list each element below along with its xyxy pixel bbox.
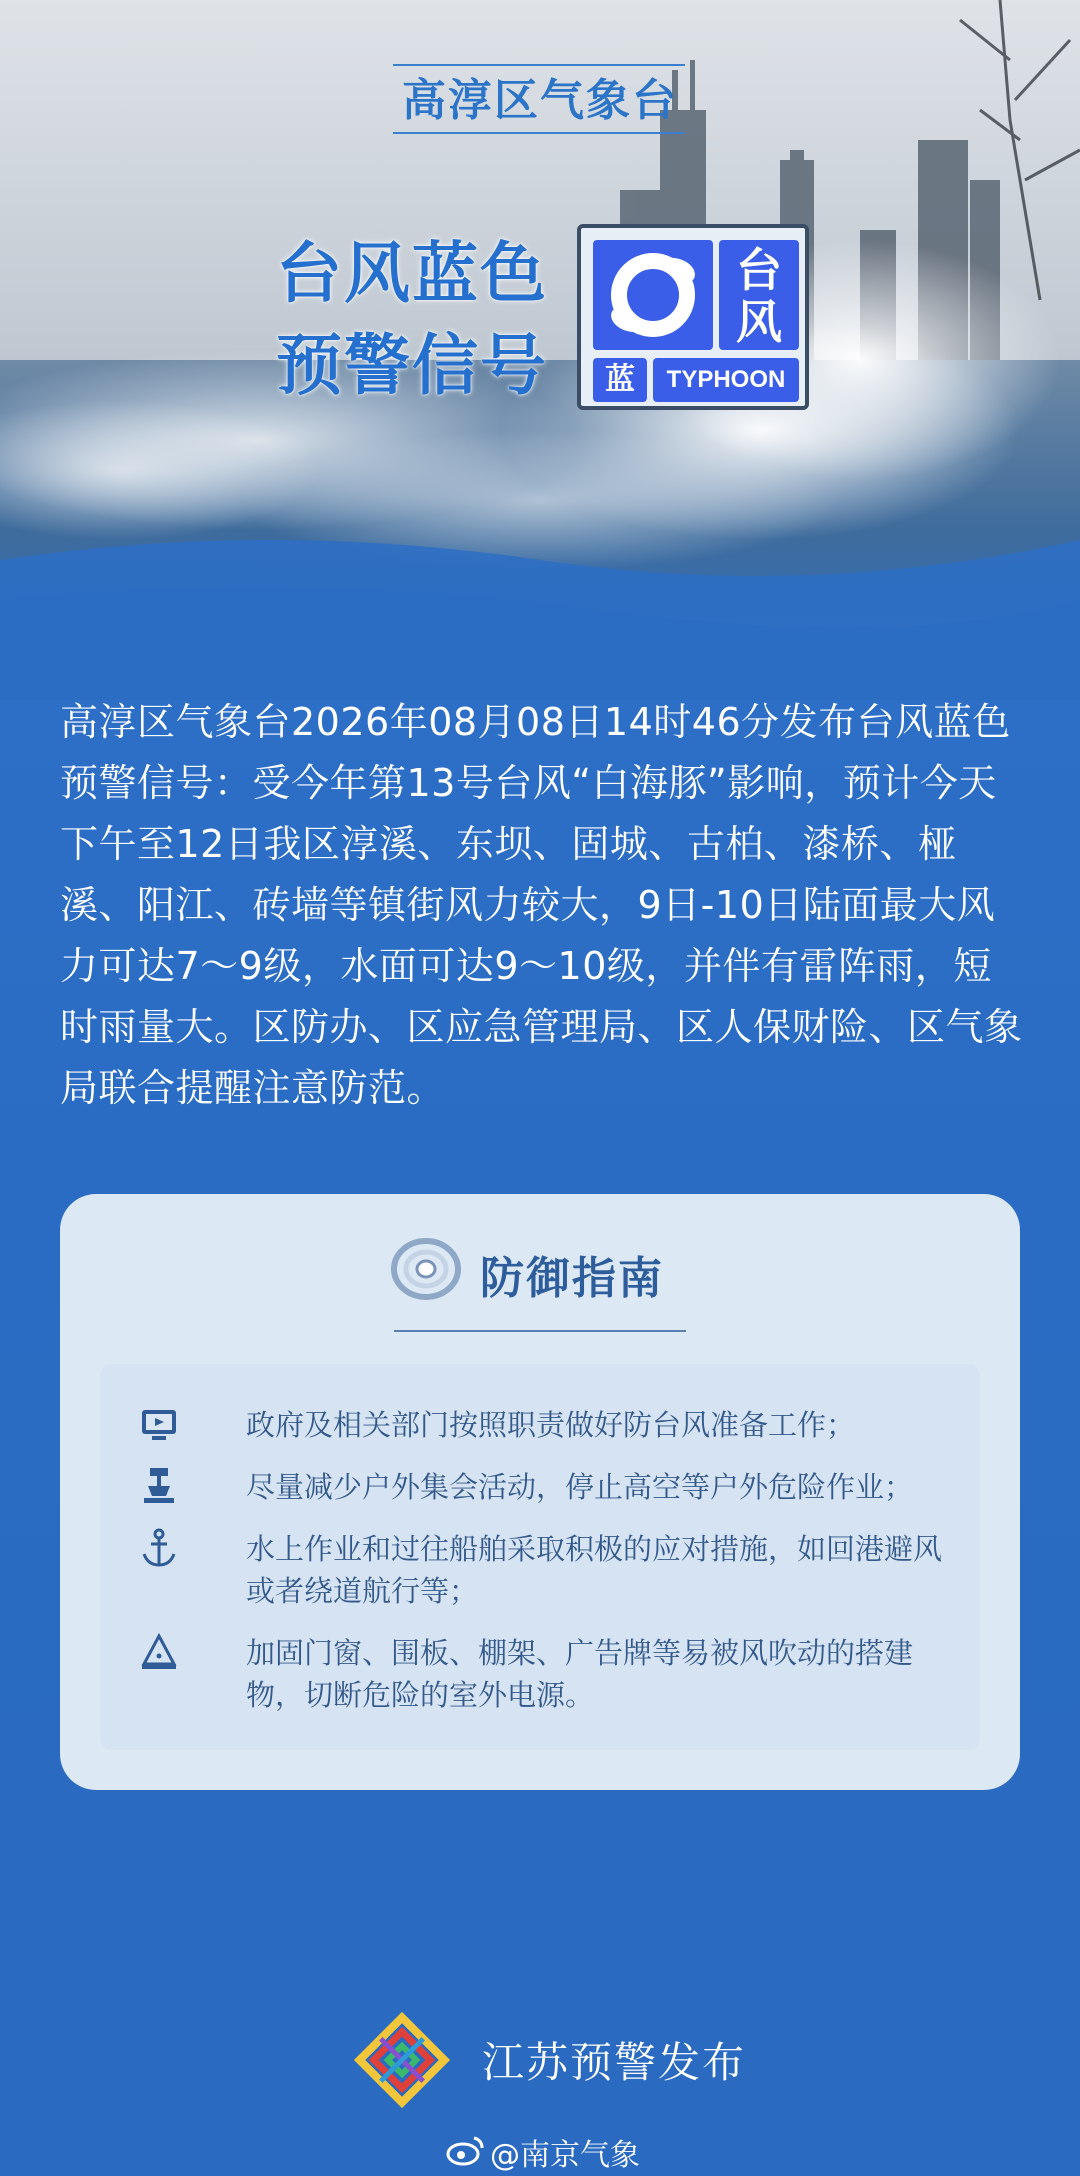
watermark: @南京气象: [490, 2138, 640, 2173]
badge-char: [719, 240, 799, 350]
typhoon-swirl-icon: [386, 1234, 466, 1304]
footer-brand: 江苏预警发布: [482, 2038, 747, 2087]
crane-icon: [140, 1466, 178, 1506]
jiangsu-warning-logo: [348, 2006, 456, 2114]
typhoon-warning-badge: [577, 224, 809, 410]
warning-title-line1: 台风蓝色: [276, 235, 548, 312]
guide-header: [60, 1234, 1020, 1314]
typhoon-icon: [593, 240, 713, 350]
guide-title-underline: [394, 1330, 686, 1332]
guide-item-text: 加固门窗、围板、棚架、广告牌等易被风吹动的搭建物，切断危险的室外电源。: [246, 1636, 914, 1712]
org-title: 高淳区气象台: [402, 75, 678, 126]
anchor-icon: [140, 1528, 178, 1568]
guide-item-text: 政府及相关部门按照职责做好防台风准备工作；: [246, 1408, 856, 1442]
guide-item-text: 尽量减少户外集会活动，停止高空等户外危险作业；: [246, 1470, 914, 1504]
guide-list: [100, 1364, 980, 1750]
defense-guide-card: [60, 1194, 1020, 1790]
guide-title: 防御指南: [480, 1253, 664, 1304]
monitor-icon: [140, 1404, 178, 1444]
warning-sign-icon: [140, 1632, 178, 1672]
title-rule-bottom: [393, 132, 685, 134]
guide-item-text: 水上作业和过往船舶采取积极的应对措施，如回港避风或者绕道航行等；: [246, 1532, 943, 1608]
badge-english: TYPHOON: [653, 358, 799, 402]
warning-title-line2: 预警信号: [276, 327, 548, 404]
weibo-icon: [446, 2134, 486, 2166]
hero-scene: [0, 0, 1080, 700]
badge-char-top: 台: [736, 243, 782, 297]
warning-title: [276, 228, 576, 412]
badge-level: 蓝: [593, 358, 647, 402]
badge-char-bottom: 风: [736, 295, 782, 349]
bulletin-text: 高淳区气象台2026年08月08日14时46分发布台风蓝色预警信号：受今年第13号台风“白海豚”影响，预计今天下午至12日我区淳溪、东坝、固城、古柏、漆桥、桠溪、阳江、砖墙等镇街风力较大，9日-10日陆面最大风力可达7～9级，水面可达9～10级，并伴有雷阵雨，短时雨量大。区防办、区应急管理局、区人保财险、区气象局联合提醒注意防范。: [60, 700, 1023, 1110]
